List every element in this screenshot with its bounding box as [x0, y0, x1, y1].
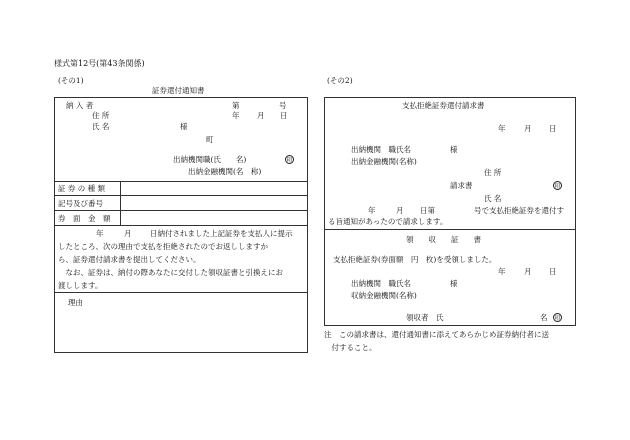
receiver-label: 領収者 氏: [406, 313, 444, 322]
left-day: 日: [280, 111, 288, 120]
right-month: 月: [524, 124, 532, 133]
receipt-office-line: 出納機関 職氏名: [351, 279, 411, 288]
body-text-line0: 日納付されました上記証券を支払人に提示: [150, 229, 293, 238]
divider: [54, 292, 308, 293]
payer-label: 納 入 者: [66, 101, 94, 110]
request-day-no: 日第: [420, 206, 435, 215]
request-line1: 号で支払拒絶証券を還付す: [474, 206, 564, 215]
note-line1: 注 この請求書は、還付通知書に添えてあらかじめ証券納付者に送: [324, 330, 549, 339]
receipt-sama: 様: [450, 279, 458, 288]
right-address-label: 住 所: [484, 168, 502, 177]
reason-label: 理由: [68, 298, 83, 307]
issuing-office: 出納機関職(氏 名): [173, 155, 247, 164]
left-month: 月: [257, 111, 265, 120]
receipt-day: 日: [549, 267, 557, 276]
divider: [54, 225, 308, 226]
right-bank-line: 出納金融機関(名称): [351, 157, 417, 166]
divider: [54, 210, 308, 211]
divider: [324, 229, 576, 230]
row-label-face-amount: 券 面 金 額: [58, 214, 111, 223]
body-text-line3: なお、証券は、納付の際あなたに交付した領収証書と引換えにお: [58, 268, 283, 277]
divider: [120, 181, 121, 225]
address-label: 住 所: [92, 111, 110, 120]
form-number: 様式第12号(第43条関係): [54, 59, 145, 68]
right-title: 支払拒絶証券還付請求書: [402, 101, 485, 110]
request-line2: る旨通知があったので請求します。: [328, 217, 448, 226]
request-month: 月: [396, 206, 404, 215]
name-label: 氏 名: [92, 122, 110, 131]
right-year: 年: [498, 124, 506, 133]
receipt-line1: 支払拒絶証券(券面額 円 枚)を受領しました。: [333, 255, 497, 264]
right-part-label: (その2): [327, 76, 353, 85]
body-month: 月: [124, 229, 132, 238]
note-line2: 付すること。: [324, 343, 377, 352]
left-title: 証券還付通知書: [152, 86, 205, 95]
left-year: 年: [232, 111, 240, 120]
bank-name: 出納金融機関(名 称): [188, 167, 262, 176]
number-suffix: 号: [279, 101, 287, 110]
number-label: 第: [232, 101, 240, 110]
sama-label: 様: [180, 122, 188, 131]
right-sama: 様: [450, 145, 458, 154]
seal-icon: 印: [554, 315, 561, 322]
receipt-year: 年: [498, 267, 506, 276]
body-year: 年: [96, 229, 104, 238]
divider: [54, 195, 308, 196]
seal-icon: 印: [286, 157, 293, 164]
town-label: 町: [206, 135, 214, 144]
receipt-month: 月: [524, 267, 532, 276]
request-year: 年: [368, 206, 376, 215]
row-label-security-type: 証 券 の 種 類: [58, 184, 106, 193]
row-label-symbol-number: 記号及び番号: [58, 199, 103, 208]
receipt-bank-line: 収納金融機関(名称): [351, 291, 417, 300]
receiver-name-suffix: 名: [540, 313, 548, 322]
requester-label: 請求書: [450, 181, 473, 190]
divider: [54, 181, 308, 182]
receipt-title: 領 収 証 書: [406, 235, 481, 244]
right-name-label: 氏 名: [484, 194, 502, 203]
body-text-line2: ら、証券還付請求書を提出してください。: [58, 255, 201, 264]
body-text-line1: したところ、次の理由で支払を拒絶されたのでお返ししますか: [58, 242, 268, 251]
right-office-line: 出納機関 職氏名: [351, 145, 411, 154]
right-day: 日: [549, 124, 557, 133]
left-part-label: (その1): [58, 76, 84, 85]
body-text-line4: 渡しします。: [58, 281, 103, 290]
seal-icon: 印: [554, 183, 561, 190]
